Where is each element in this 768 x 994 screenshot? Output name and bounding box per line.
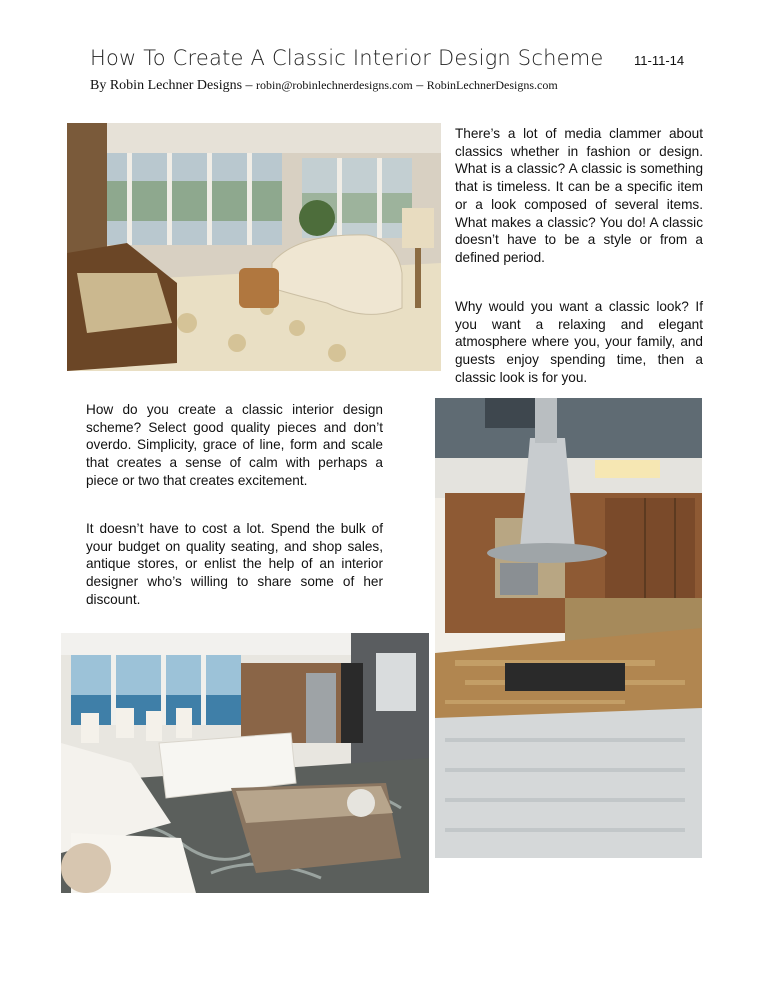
open-living-photo	[61, 633, 429, 893]
paragraph-classic-definition: There’s a lot of media clammer about classics whether in fashion or design. What is a classic? A classic is something that is timeless. It can be a specific item or a look composed of several items. What makes a classic? You do! A classic doesn’t have to be a style or from a defined period.	[455, 126, 703, 265]
paragraph-why-classic: Why would you want a classic look? If you want a relaxing and elegant atmosphere where you, your family, and guests enjoy spending time, then a classic look is for you.	[455, 299, 703, 385]
document-date: 11-11-14	[634, 53, 685, 68]
byline-website: RobinLechnerDesigns.com	[426, 78, 558, 92]
document-title: How To Create A Classic Interior Design Scheme	[90, 46, 604, 70]
paragraph-how-to-create: How do you create a classic interior design scheme? Select good quality pieces and don’t overdo. Simplicity, grace of line, form and scale that creates a sense of calm with perhaps a piece or two that creates excitement.	[86, 402, 383, 488]
living-room-photo	[67, 123, 441, 371]
byline-separator: –	[412, 78, 427, 93]
byline-email: robin@robinlechnerdesigns.com	[256, 78, 413, 92]
kitchen-photo	[435, 398, 702, 858]
byline	[90, 78, 558, 94]
byline-name: By Robin Lechner Designs –	[90, 78, 257, 93]
paragraph-budget: It doesn’t have to cost a lot. Spend the bulk of your budget on quality seating, and shop sales, antique stores, or enlist the help of an interior designer who’s willing to share some of her discount.	[86, 521, 383, 607]
